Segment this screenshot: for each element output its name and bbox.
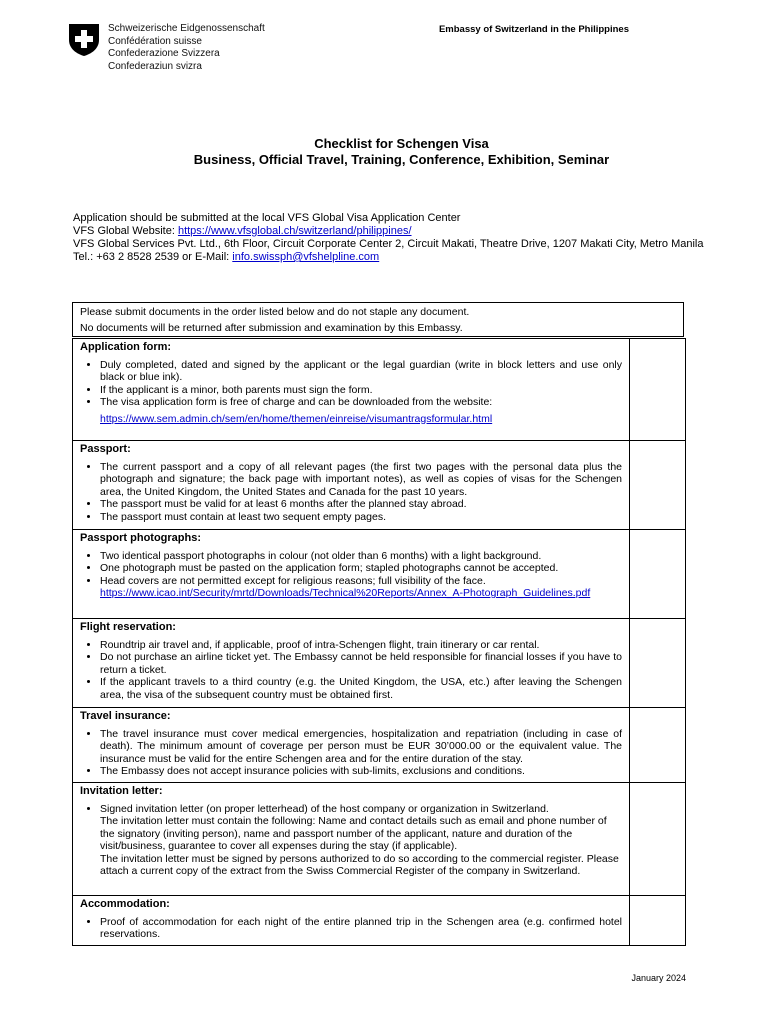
website-label: VFS Global Website: bbox=[73, 225, 178, 237]
check-box[interactable] bbox=[630, 441, 686, 530]
section-title: Accommodation: bbox=[80, 898, 170, 910]
table-row bbox=[73, 530, 686, 619]
check-box[interactable] bbox=[630, 896, 686, 946]
table-row bbox=[73, 619, 686, 708]
website-line bbox=[73, 225, 704, 238]
list-item: • The visa application form is free of charge and can be downloaded from the website: bbox=[100, 396, 622, 409]
list-item: • Proof of accommodation for each night of the entire planned trip in the Schengen area (e.g. confirmed hotel reservations. bbox=[100, 916, 622, 941]
embassy-name: Embassy of Switzerland in the Philippines bbox=[438, 24, 629, 35]
section-title: Passport photographs: bbox=[80, 532, 202, 544]
photo-guidelines-link[interactable]: https://www.icao.int/Security/mrtd/Downloads/Technical%20Reports/Annex_A-Photograph_Guidelines.pdf bbox=[100, 587, 591, 599]
checklist-table bbox=[72, 338, 686, 946]
list-item: • Do not purchase an airline ticket yet. The Embassy cannot be held responsible for financial losses if you have to return a ticket. bbox=[100, 651, 622, 676]
vfs-website-link[interactable]: https://www.vfsglobal.ch/switzerland/philippines/ bbox=[177, 225, 412, 237]
list-item: • The travel insurance must cover medical emergencies, hospitalization and repatriation (including in case of death). The minimum amount of coverage per person must be EUR 30’000.00 or the equivalent value. The insurance must be valid for the entire Schengen area and for the entire duration of the stay. bbox=[100, 728, 622, 766]
tel-label: Tel.: +63 2 8528 2539 or E-Mail: bbox=[73, 251, 233, 263]
confederation-names bbox=[108, 23, 265, 73]
check-box[interactable] bbox=[630, 619, 686, 708]
section-flight-reservation bbox=[73, 619, 630, 708]
list-item: • One photograph must be pasted on the application form; stapled photographs cannot be accepted. bbox=[100, 562, 622, 575]
email-link[interactable]: info.swissph@vfshelpline.com bbox=[232, 251, 380, 263]
check-box[interactable] bbox=[630, 530, 686, 619]
address-line: VFS Global Services Pvt. Ltd., 6th Floor, Circuit Corporate Center 2, Circuit Makati, Theatre Drive, 1207 Makati City, Metro Manila bbox=[73, 238, 704, 250]
table-row bbox=[73, 783, 686, 896]
section-title: Flight reservation: bbox=[80, 621, 176, 633]
intro-line: Application should be submitted at the local VFS Global Visa Application Center bbox=[73, 212, 461, 224]
invitation-detail: The invitation letter must be signed by persons authorized to do so according to the commercial register. Please attach a current copy of the extract from the Swiss Commercial Register of the company in Switzerland. bbox=[100, 852, 619, 877]
document-date: January 2024 bbox=[631, 973, 686, 983]
notice-box bbox=[72, 302, 684, 337]
list-item: • The Embassy does not accept insurance policies with sub-limits, exclusions and conditions. bbox=[100, 765, 622, 778]
invitation-detail: The invitation letter must contain the following: Name and contact details such as email and phone number of the signatory (inviting person), name and passport number of the applicant, nature and duration of the visit/business, guarantee to cover all expenses during the stay (if applicable). bbox=[100, 815, 607, 852]
section-passport bbox=[73, 441, 630, 530]
org-line: Schweizerische Eidgenossenschaft bbox=[108, 23, 265, 34]
section-accommodation bbox=[73, 896, 630, 946]
page-subtitle: Business, Official Travel, Training, Conference, Exhibition, Seminar bbox=[193, 152, 610, 167]
table-row bbox=[73, 708, 686, 783]
check-box[interactable] bbox=[630, 339, 686, 441]
notice-line: Please submit documents in the order listed below and do not staple any document. bbox=[80, 306, 470, 318]
visa-form-link[interactable]: https://www.sem.admin.ch/sem/en/home/themen/einreise/visumantragsformular.html bbox=[100, 412, 493, 425]
org-line: Confederazione Svizzera bbox=[108, 48, 220, 59]
section-title: Invitation letter: bbox=[80, 785, 163, 797]
page-title: Checklist for Schengen Visa bbox=[314, 136, 489, 151]
section-invitation-letter bbox=[73, 783, 630, 896]
list-item: • Signed invitation letter (on proper letterhead) of the host company or organization in Switzerland. bbox=[100, 803, 622, 816]
section-travel-insurance bbox=[73, 708, 630, 783]
org-line: Confederaziun svizra bbox=[108, 60, 202, 72]
table-row bbox=[73, 896, 686, 946]
list-item: • If the applicant travels to a third country (e.g. the United Kingdom, the USA, etc.) after leaving the Schengen area, the visa of the subsequent country must be obtained first. bbox=[100, 676, 622, 701]
list-item: • The passport must be valid for at least 6 months after the planned stay abroad. bbox=[100, 498, 622, 511]
table-row bbox=[73, 339, 686, 441]
list-item: • Roundtrip air travel and, if applicable, proof of intra-Schengen flight, train itinerary or car rental. bbox=[100, 639, 622, 652]
list-item: • Two identical passport photographs in colour (not older than 6 months) with a light background. bbox=[100, 550, 622, 563]
intro-block bbox=[73, 212, 704, 264]
notice-line: No documents will be returned after submission and examination by this Embassy. bbox=[80, 322, 463, 334]
org-line: Confédération suisse bbox=[108, 35, 202, 47]
swiss-coat-of-arms-icon bbox=[68, 23, 100, 57]
table-row bbox=[73, 441, 686, 530]
section-passport-photographs bbox=[73, 530, 630, 619]
section-title: Travel insurance: bbox=[80, 710, 171, 722]
list-item: • Head covers are not permitted except for religious reasons; full visibility of the face. bbox=[100, 575, 622, 588]
section-title: Passport: bbox=[80, 443, 131, 455]
list-item: • The current passport and a copy of all relevant pages (the first two pages with the personal data plus the photograph and signature; the back page with important notes), as well as copies of visas for the Schengen area, the United Kingdom, the United States and Canada for the past 10 years. bbox=[100, 461, 622, 499]
list-item: • If the applicant is a minor, both parents must sign the form. bbox=[100, 384, 622, 397]
list-item: • The passport must contain at least two sequent empty pages. bbox=[100, 511, 622, 524]
contact-line bbox=[73, 251, 704, 264]
section-title: Application form: bbox=[80, 341, 172, 353]
list-item: • Duly completed, dated and signed by the applicant or the legal guardian (write in block letters and use only black or blue ink). bbox=[100, 359, 622, 384]
section-application-form bbox=[73, 339, 630, 441]
check-box[interactable] bbox=[630, 783, 686, 896]
check-box[interactable] bbox=[630, 708, 686, 783]
